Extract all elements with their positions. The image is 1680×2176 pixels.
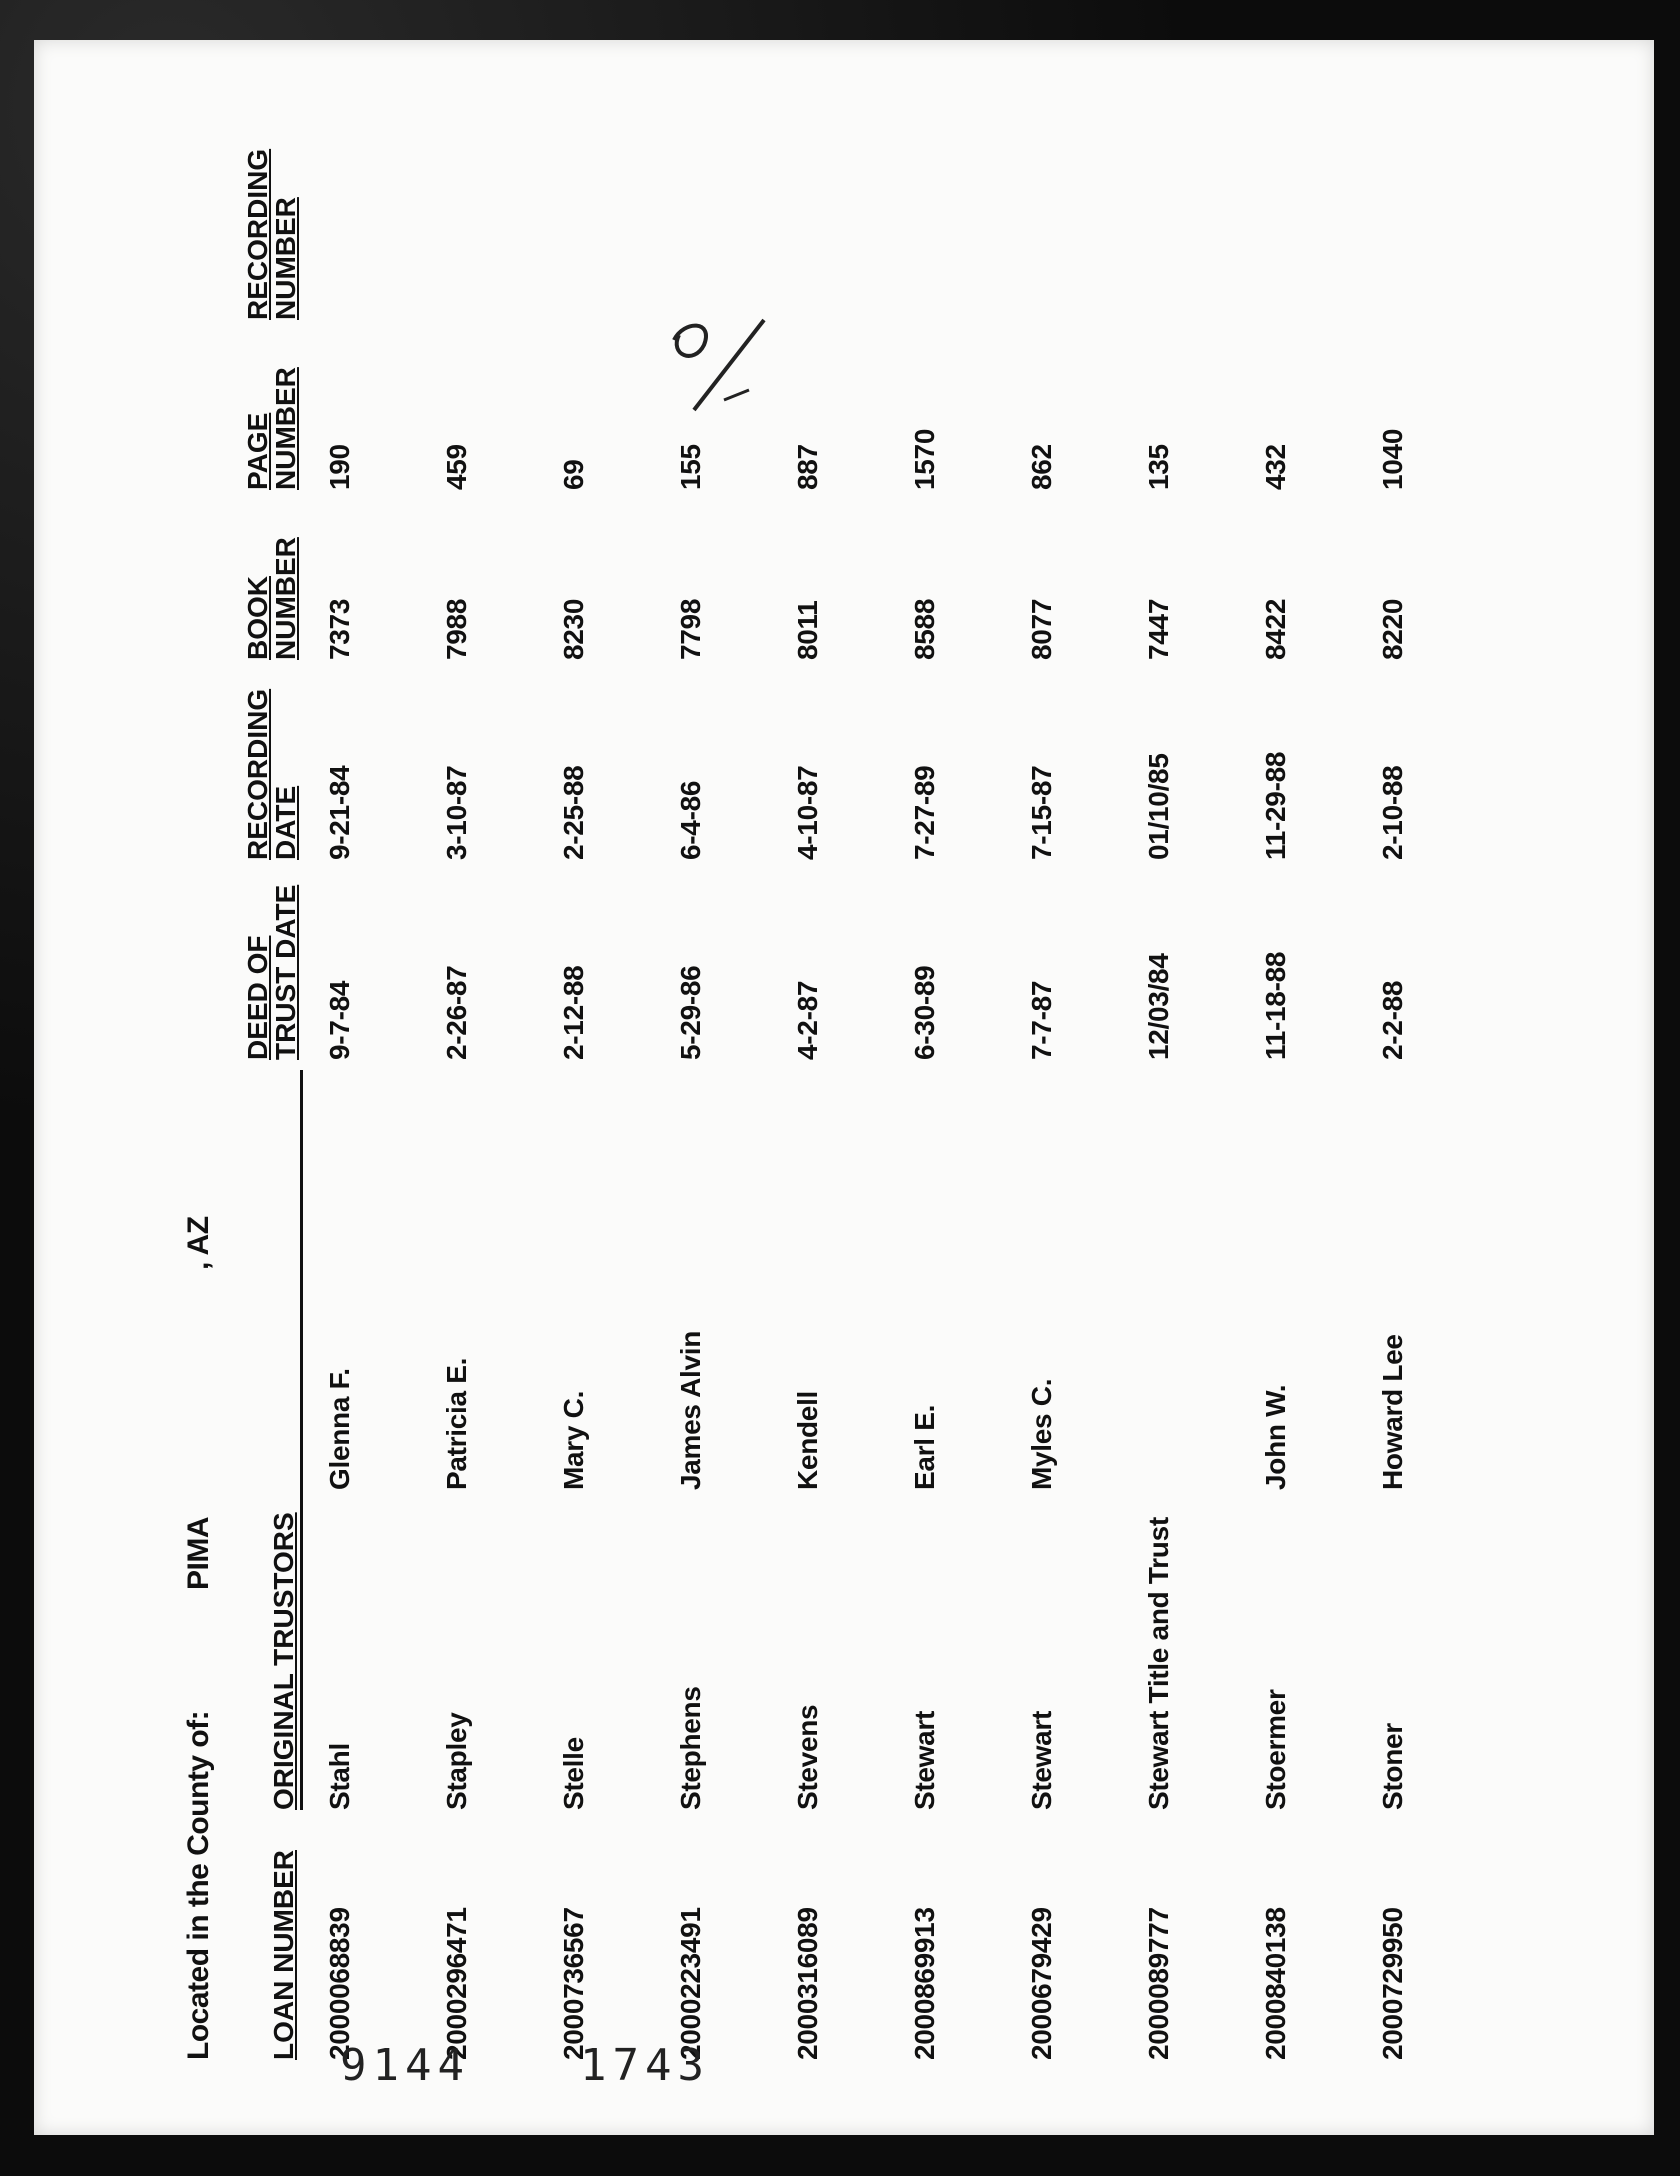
- cell-book-number: 7373: [324, 598, 355, 660]
- county-line: [174, 200, 230, 2060]
- header-recording-date-1: RECORDING: [242, 688, 273, 860]
- cell-trustor-last: Stevens: [792, 1704, 823, 1810]
- cell-recording-date: 9-21-84: [324, 765, 355, 860]
- cell-page-number: 862: [1026, 444, 1057, 490]
- handwritten-mark: [654, 300, 784, 430]
- cell-recording-date: 4-10-87: [792, 765, 823, 860]
- rotated-table: [174, 148, 1494, 2060]
- cell-trustor-last: Stewart Title and Trust: [1143, 1517, 1174, 1810]
- cell-page-number: 459: [441, 444, 472, 490]
- cell-book-number: 8011: [792, 600, 823, 660]
- header-recording-number-2: NUMBER: [270, 197, 301, 320]
- cell-trustor-last: Stewart: [1026, 1710, 1057, 1810]
- cell-trustor-first: Myles C.: [1026, 1378, 1057, 1490]
- cell-deed-date: 12/03/84: [1143, 953, 1174, 1060]
- cell-trustor-first: Glenna F.: [324, 1368, 355, 1490]
- table-row: [324, 200, 441, 2060]
- header-page-number-1: PAGE: [242, 412, 273, 490]
- stamped-numbers: [340, 2040, 760, 2100]
- header-rule: [300, 1070, 303, 1810]
- table-row: [792, 200, 909, 2060]
- cell-recording-date: 6-4-86: [675, 780, 706, 860]
- cell-loan-number: 2000840138: [1260, 1907, 1291, 2060]
- cell-deed-date: 5-29-86: [675, 965, 706, 1060]
- cell-page-number: 432: [1260, 444, 1291, 490]
- cell-loan-number: 2000068839: [324, 1907, 355, 2060]
- cell-page-number: 155: [675, 444, 706, 490]
- cell-trustor-last: Stephens: [675, 1686, 706, 1810]
- table-row: [441, 200, 558, 2060]
- cell-trustor-last: Stewart: [909, 1710, 940, 1810]
- cell-trustor-last: Stapley: [441, 1712, 472, 1810]
- cell-trustor-first: Kendell: [792, 1390, 823, 1490]
- cell-recording-date: 11-29-88: [1260, 751, 1291, 860]
- cell-recording-date: 01/10/85: [1143, 753, 1174, 860]
- table-body: [324, 200, 1494, 2060]
- cell-deed-date: 11-18-88: [1260, 951, 1291, 1060]
- cell-book-number: 7798: [675, 598, 706, 660]
- cell-deed-date: 2-2-88: [1377, 980, 1408, 1060]
- cell-loan-number: 2000736567: [558, 1907, 589, 2060]
- cell-deed-date: 2-12-88: [558, 965, 589, 1060]
- cell-deed-date: 9-7-84: [324, 980, 355, 1060]
- cell-book-number: 7447: [1143, 598, 1174, 660]
- cell-deed-date: 7-7-87: [1026, 980, 1057, 1060]
- cell-loan-number: 2000296471: [441, 1907, 472, 2060]
- cell-loan-number: 2000679429: [1026, 1907, 1057, 2060]
- cell-trustor-first: Patricia E.: [441, 1357, 472, 1490]
- cell-loan-number: 2000089777: [1143, 1907, 1174, 2060]
- header-page-number-2: NUMBER: [270, 367, 301, 490]
- header-deed-of-trust-date-1: DEED OF: [242, 935, 273, 1060]
- cell-page-number: 1570: [909, 428, 940, 490]
- cell-loan-number: 2000869913: [909, 1907, 940, 2060]
- header-original-trustors: ORIGINAL TRUSTORS: [268, 1512, 299, 1810]
- cell-trustor-last: Stahl: [324, 1743, 355, 1810]
- cell-book-number: 8588: [909, 598, 940, 660]
- cell-page-number: 135: [1143, 444, 1174, 490]
- cell-book-number: 8422: [1260, 598, 1291, 660]
- table-row: [1377, 200, 1494, 2060]
- header-recording-date-2: DATE: [270, 785, 301, 860]
- header-recording-number-1: RECORDING: [242, 148, 273, 320]
- cell-loan-number: 2000729950: [1377, 1907, 1408, 2060]
- county-state: , AZ: [182, 1216, 215, 1270]
- cell-book-number: 8220: [1377, 598, 1408, 660]
- cell-recording-date: 7-27-89: [909, 765, 940, 860]
- header-book-number-1: BOOK: [242, 576, 273, 660]
- header-deed-of-trust-date-2: TRUST DATE: [270, 884, 301, 1060]
- county-label: Located in the County of:: [182, 1710, 215, 2060]
- cell-page-number: 190: [324, 444, 355, 490]
- table-row: [1260, 200, 1377, 2060]
- cell-trustor-first: Mary C.: [558, 1390, 589, 1490]
- cell-recording-date: 2-10-88: [1377, 765, 1408, 860]
- cell-deed-date: 2-26-87: [441, 965, 472, 1060]
- header-loan-number: LOAN NUMBER: [268, 1850, 299, 2060]
- cell-recording-date: 2-25-88: [558, 765, 589, 860]
- table-row: [675, 200, 792, 2060]
- cell-trustor-first: Howard Lee: [1377, 1334, 1408, 1490]
- stamp-number-b: 1743: [580, 2040, 710, 2091]
- cell-deed-date: 4-2-87: [792, 980, 823, 1060]
- cell-book-number: 8077: [1026, 598, 1057, 660]
- cell-trustor-last: Stelle: [558, 1737, 589, 1810]
- table-row: [1026, 200, 1143, 2060]
- cell-trustor-first: Earl E.: [909, 1404, 940, 1490]
- cell-deed-date: 6-30-89: [909, 965, 940, 1060]
- table-row: [558, 200, 675, 2060]
- cell-page-number: 1040: [1377, 428, 1408, 490]
- cell-recording-date: 7-15-87: [1026, 765, 1057, 860]
- document-page: [34, 40, 1654, 2135]
- cell-page-number: 69: [558, 459, 589, 490]
- cell-loan-number: 2000316089: [792, 1907, 823, 2060]
- cell-page-number: 887: [792, 444, 823, 490]
- table-row: [909, 200, 1026, 2060]
- county-name: PIMA: [182, 1517, 215, 1590]
- stamp-number-a: 9144: [340, 2040, 470, 2091]
- cell-book-number: 7988: [441, 598, 472, 660]
- cell-trustor-first: James Alvin: [675, 1330, 706, 1490]
- table-row: [1143, 200, 1260, 2060]
- cell-trustor-first: John W.: [1260, 1384, 1291, 1490]
- cell-loan-number: 2000223491: [675, 1907, 706, 2060]
- cell-trustor-last: Stoermer: [1260, 1689, 1291, 1810]
- cell-book-number: 8230: [558, 598, 589, 660]
- cell-trustor-last: Stoner: [1377, 1723, 1408, 1810]
- cell-recording-date: 3-10-87: [441, 765, 472, 860]
- header-book-number-2: NUMBER: [270, 537, 301, 660]
